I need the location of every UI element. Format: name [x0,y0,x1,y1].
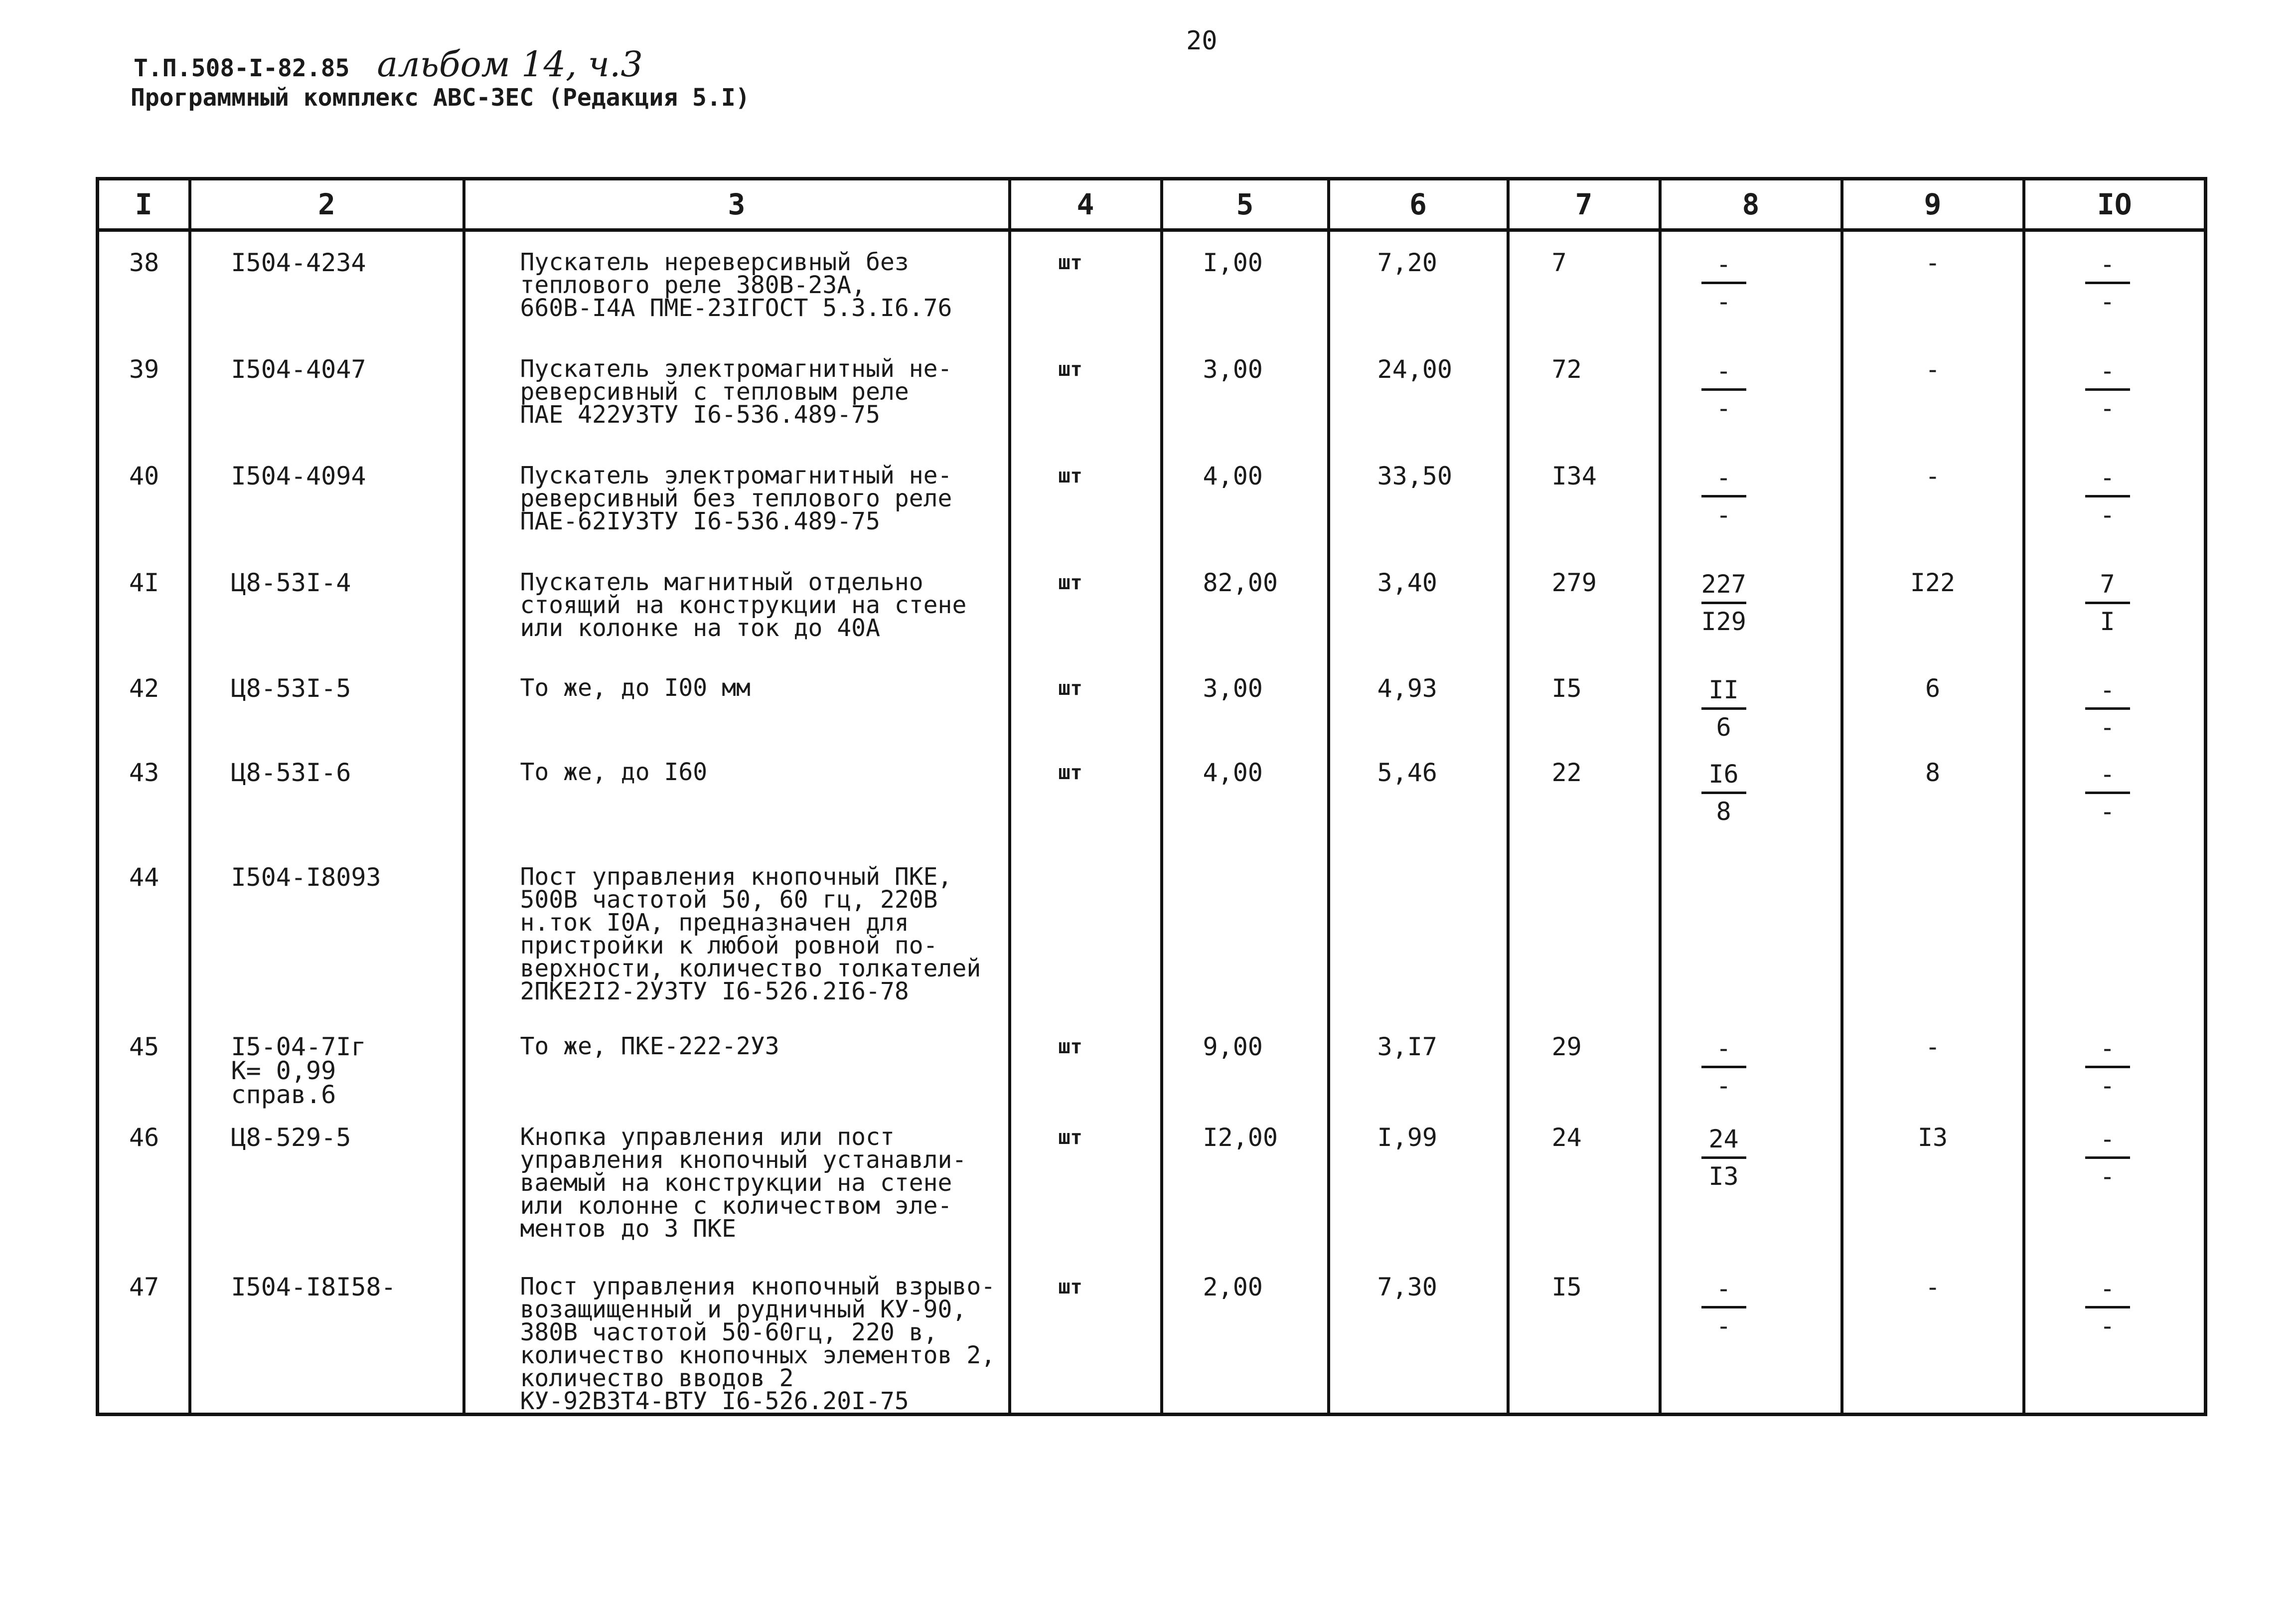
column-8-cell-fraction [1701,1035,1746,1099]
unit-cost-cell [1329,445,1508,552]
price-code-cell [190,742,464,846]
fraction-numerator: I6 [1701,761,1746,794]
column-8-cell-fraction [1701,761,1746,825]
row-number-cell [98,552,190,657]
column-10-cell [2024,742,2206,846]
column-9-cell-text: I3 [1917,1123,1948,1152]
unit-cell [1010,338,1162,445]
row-number-cell-text: 4I [129,568,159,597]
table-row [98,742,2206,846]
unit-cost-cell-text [1378,846,1507,865]
page-number: 20 [1186,26,1218,56]
column-8-cell-fraction [1701,464,1746,528]
row-number-cell [98,230,190,339]
unit-cell-text: шт [1058,761,1082,784]
quantity-cell [1162,552,1329,657]
column-10-cell [2024,1256,2206,1415]
column-header: 4 [1010,179,1162,230]
column-9-cell [1842,1256,2024,1415]
row-number-cell [98,657,190,742]
column-10-cell-fraction [2085,1126,2130,1190]
item-name-cell [464,657,1010,742]
fraction-numerator: 24 [1701,1126,1746,1159]
table-row [98,230,2206,339]
column-9-cell [1842,445,2024,552]
quantity-cell [1162,230,1329,339]
table-row [98,338,2206,445]
fraction-numerator: - [1701,1275,1746,1308]
table-row [98,1107,2206,1256]
unit-cell-text: шт [1058,358,1082,381]
column-10-cell-fraction [2085,251,2130,315]
column-10-cell [2024,1016,2206,1107]
fraction-denominator: I3 [1708,1162,1739,1191]
quantity-cell-text: I2,00 [1203,1123,1278,1152]
column-8-cell [1660,1016,1842,1107]
column-8-cell-fraction [1701,1126,1746,1190]
quantity-cell-text: 2,00 [1203,1273,1263,1301]
table-row [98,445,2206,552]
column-8-cell [1660,445,1842,552]
fraction-numerator: - [2085,1035,2130,1068]
item-name-cell-text: То же, до I60 [520,758,708,786]
fraction-denominator: - [2100,797,2115,826]
specification-table [96,177,2207,1416]
fraction-numerator: 227 [1701,571,1746,604]
column-10-cell-fraction [2085,1275,2130,1339]
unit-cost-cell-text: 7,20 [1377,248,1437,277]
fraction-numerator: - [2085,251,2130,284]
total-cost-cell-text [1552,846,1659,865]
fraction-numerator: - [1701,251,1746,284]
unit-cost-cell-text: 33,50 [1377,462,1453,490]
row-number-cell [98,1107,190,1256]
fraction-denominator: - [2100,500,2115,529]
fraction-denominator: 8 [1716,797,1731,826]
item-name-cell [464,742,1010,846]
column-10-cell [2024,846,2206,1016]
fraction-denominator: - [2100,394,2115,423]
unit-cost-cell [1329,552,1508,657]
total-cost-cell-text: 7 [1551,248,1567,277]
total-cost-cell [1508,742,1660,846]
unit-cell [1010,445,1162,552]
fraction-denominator: - [2100,713,2115,742]
row-number-cell [98,742,190,846]
price-code-cell-text: Ц8-53I-5 [231,674,351,703]
column-8-cell-fraction [1701,571,1746,635]
fraction-denominator: - [2100,1162,2115,1191]
item-name-cell-text: Пускатель нереверсивный без теплового реле 380В-23А, 660В-I4А ПМЕ-23IГОСТ 5.3.I6.76 [520,248,952,322]
quantity-cell [1162,1256,1329,1415]
table-header-row [98,179,2206,230]
quantity-cell [1162,657,1329,742]
item-name-cell-text: Кнопка управления или пост управления кнопочный устанавли- ваемый на конструкции на стене или колонне с количеством эле- ментов до 3 ПКЕ [520,1123,967,1243]
total-cost-cell-text: 72 [1551,355,1582,384]
column-10-cell-fraction [2085,1035,2130,1099]
quantity-cell [1162,742,1329,846]
total-cost-cell-text: I5 [1551,674,1582,703]
quantity-cell-text: I,00 [1203,248,1263,277]
fraction-numerator: - [2085,761,2130,794]
quantity-cell [1162,1016,1329,1107]
total-cost-cell [1508,552,1660,657]
fraction-numerator: - [1701,357,1746,391]
row-number-cell-text: 45 [129,1032,159,1061]
column-header: 2 [190,179,464,230]
item-name-cell [464,230,1010,339]
column-header: 7 [1508,179,1660,230]
handwritten-album-note: альбом 14, ч.3 [377,44,643,85]
unit-cell [1010,552,1162,657]
column-8-cell [1660,1107,1842,1256]
price-code-cell [190,1107,464,1256]
unit-cell [1010,1016,1162,1107]
fraction-numerator: - [2085,1275,2130,1308]
price-code-cell-text: I504-4047 [231,355,366,384]
column-10-cell-fraction [2085,464,2130,528]
unit-cell-text [1059,846,1160,865]
unit-cost-cell [1329,657,1508,742]
column-9-cell [1842,657,2024,742]
unit-cost-cell [1329,1107,1508,1256]
column-8-cell [1660,230,1842,339]
fraction-denominator: 6 [1716,713,1731,742]
fraction-denominator: I [2100,607,2115,636]
unit-cell-text: шт [1058,571,1082,594]
item-name-cell-text: То же, ПКЕ-222-2УЗ [520,1032,779,1060]
unit-cost-cell-text: 4,93 [1377,674,1437,703]
unit-cost-cell [1329,1256,1508,1415]
column-8-cell-fraction [1701,251,1746,315]
row-number-cell-text: 42 [129,674,159,703]
unit-cell-text: шт [1058,1276,1082,1298]
price-code-cell-text: I5-04-7Iг К= 0,99 справ.6 [231,1032,366,1109]
column-10-cell-fraction [2085,357,2130,422]
item-name-cell-text: Пост управления кнопочный ПКЕ, 500В частотой 50, 60 гц, 220В н.ток I0А, предназначен для пристройки к любой ровной по- верхности, количество толкателей 2ПКЕ2I2-2УЗТУ I6-526.2I6-78 [520,863,981,1005]
total-cost-cell [1508,657,1660,742]
column-8-cell [1660,338,1842,445]
fraction-numerator: - [1701,1035,1746,1068]
quantity-cell-text: 3,00 [1203,355,1263,384]
total-cost-cell-text: I34 [1551,462,1597,490]
unit-cell-text: шт [1058,1035,1082,1058]
unit-cost-cell [1329,230,1508,339]
fraction-denominator: I29 [1701,607,1746,636]
unit-cell [1010,657,1162,742]
fraction-numerator: - [2085,676,2130,710]
item-name-cell [464,552,1010,657]
unit-cost-cell-text: I,99 [1377,1123,1437,1152]
software-complex-title: Программный комплекс АВС-ЗЕС (Редакция 5.I) [131,84,750,112]
price-code-cell [190,338,464,445]
column-9-cell [1842,742,2024,846]
column-10-cell [2024,230,2206,339]
row-number-cell [98,445,190,552]
item-name-cell [464,846,1010,1016]
table-row [98,846,2206,1016]
price-code-cell [190,230,464,339]
column-8-cell [1660,657,1842,742]
column-10-cell-fraction [2085,761,2130,825]
column-10-cell [2024,338,2206,445]
unit-cell [1010,1107,1162,1256]
total-cost-cell [1508,1107,1660,1256]
column-10-cell [2024,445,2206,552]
column-8-cell [1660,552,1842,657]
total-cost-cell [1508,338,1660,445]
column-10-cell-fraction [2085,676,2130,741]
column-header: 9 [1842,179,2024,230]
fraction-denominator: - [1716,1071,1731,1100]
column-8-cell [1660,846,1842,1016]
price-code-cell [190,445,464,552]
item-name-cell-text: Пускатель магнитный отдельно стоящий на конструкции на стене или колонке на ток до 40А [520,568,967,642]
quantity-cell-text: 4,00 [1203,462,1263,490]
total-cost-cell [1508,230,1660,339]
column-header: 5 [1162,179,1329,230]
column-9-cell [1842,338,2024,445]
fraction-denominator: - [1716,500,1731,529]
table-row [98,1256,2206,1415]
unit-cost-cell-text: 7,30 [1377,1273,1437,1301]
column-8-cell-fraction [1701,676,1746,741]
quantity-cell [1162,1107,1329,1256]
column-9-cell-text: - [1925,355,1941,384]
fraction-numerator: - [2085,357,2130,391]
quantity-cell [1162,445,1329,552]
price-code-cell-text: I504-I8I58- [231,1273,396,1301]
total-cost-cell [1508,846,1660,1016]
item-name-cell-text: Пускатель электромагнитный не- реверсивный с тепловым реле ПАЕ 422УЗТУ I6-536.489-75 [520,355,952,429]
item-name-cell [464,445,1010,552]
document-designation [134,44,643,85]
fraction-denominator: - [2100,1311,2115,1340]
unit-cost-cell [1329,742,1508,846]
column-header: I [98,179,190,230]
column-9-cell [1842,846,2024,1016]
total-cost-cell-text: 24 [1551,1123,1582,1152]
row-number-cell-text: 47 [129,1273,159,1301]
fraction-numerator: 7 [2085,571,2130,604]
row-number-cell [98,846,190,1016]
total-cost-cell [1508,1256,1660,1415]
fraction-denominator: - [1716,394,1731,423]
price-code-cell [190,657,464,742]
column-9-cell-text: - [1925,462,1941,490]
price-code-cell-text: Ц8-53I-4 [231,568,351,597]
column-9-cell-text: - [1925,1273,1941,1301]
column-10-cell [2024,657,2206,742]
item-name-cell [464,1256,1010,1415]
column-9-cell-text: - [1925,248,1941,277]
column-9-cell [1842,1107,2024,1256]
fraction-numerator: - [2085,1126,2130,1159]
table-row [98,657,2206,742]
column-9-cell-text: 6 [1925,674,1941,703]
column-10-cell-fraction [2085,571,2130,635]
unit-cell [1010,230,1162,339]
unit-cost-cell-text: 24,00 [1377,355,1453,384]
item-name-cell-text: То же, до I00 мм [520,674,751,702]
unit-cell-text: шт [1058,465,1082,487]
price-code-cell-text: I504-I8093 [231,863,381,892]
unit-cost-cell [1329,1016,1508,1107]
column-10-cell [2024,552,2206,657]
column-9-cell [1842,230,2024,339]
item-name-cell-text: Пост управления кнопочный взрыво- возащищенный и рудничный КУ-90, 380В частотой 50-60гц, 220 в, количество кнопочных элементов 2, количество вводов 2 КУ-92ВЗТ4-ВТУ I6-526.20I-75 [520,1273,996,1415]
unit-cell [1010,846,1162,1016]
column-9-cell-text: I22 [1910,568,1956,597]
quantity-cell-text [1203,846,1327,865]
price-code-cell [190,1256,464,1415]
row-number-cell-text: 43 [129,758,159,787]
total-cost-cell-text: 29 [1551,1032,1582,1061]
unit-cell [1010,742,1162,846]
quantity-cell-text: 9,00 [1203,1032,1263,1061]
row-number-cell-text: 38 [129,248,159,277]
unit-cell [1010,1256,1162,1415]
column-header: 8 [1660,179,1842,230]
quantity-cell-text: 4,00 [1203,758,1263,787]
price-code-cell [190,552,464,657]
unit-cost-cell [1329,338,1508,445]
row-number-cell-text: 39 [129,355,159,384]
quantity-cell-text: 3,00 [1203,674,1263,703]
column-header: 3 [464,179,1010,230]
item-name-cell-text: Пускатель электромагнитный не- реверсивный без теплового реле ПАЕ-62IУЗТУ I6-536.489-75 [520,462,952,535]
price-code-cell [190,846,464,1016]
column-9-cell-text: - [1925,1032,1941,1061]
item-name-cell [464,338,1010,445]
unit-cost-cell-text: 5,46 [1377,758,1437,787]
fraction-denominator: - [1716,1311,1731,1340]
column-9-cell [1842,1016,2024,1107]
price-code-cell-text: I504-4094 [231,462,366,490]
unit-cost-cell-text: 3,40 [1377,568,1437,597]
unit-cost-cell-text: 3,I7 [1377,1032,1437,1061]
price-code-cell-text: Ц8-53I-6 [231,758,351,787]
quantity-cell [1162,338,1329,445]
row-number-cell-text: 40 [129,462,159,490]
row-number-cell [98,1256,190,1415]
column-9-cell [1842,552,2024,657]
column-header: IO [2024,179,2206,230]
column-8-cell [1660,1256,1842,1415]
unit-cell-text: шт [1058,677,1082,700]
total-cost-cell-text: I5 [1551,1273,1582,1301]
fraction-numerator: - [2085,464,2130,497]
fraction-denominator: - [2100,287,2115,316]
column-8-cell-fraction [1701,1275,1746,1339]
unit-cell-text: шт [1058,251,1082,274]
price-code-cell-text: Ц8-529-5 [231,1123,351,1152]
column-8-cell-fraction [1701,357,1746,422]
column-9-cell-text [1843,846,2022,865]
table-row [98,1016,2206,1107]
quantity-cell [1162,846,1329,1016]
column-header: 6 [1329,179,1508,230]
table-row [98,552,2206,657]
row-number-cell [98,338,190,445]
total-cost-cell [1508,445,1660,552]
unit-cell-text: шт [1058,1126,1082,1149]
column-8-cell [1660,742,1842,846]
fraction-denominator: - [1716,287,1731,316]
document-code: Т.П.508-I-82.85 [134,54,350,82]
item-name-cell [464,1016,1010,1107]
price-code-cell-text: I504-4234 [231,248,366,277]
fraction-denominator: - [2100,1071,2115,1100]
total-cost-cell-text: 279 [1551,568,1597,597]
unit-cost-cell [1329,846,1508,1016]
quantity-cell-text: 82,00 [1203,568,1278,597]
total-cost-cell-text: 22 [1551,758,1582,787]
fraction-numerator: - [1701,464,1746,497]
total-cost-cell [1508,1016,1660,1107]
row-number-cell-text: 44 [129,863,159,892]
fraction-numerator: II [1701,676,1746,710]
row-number-cell-text: 46 [129,1123,159,1152]
item-name-cell [464,1107,1010,1256]
row-number-cell [98,1016,190,1107]
price-code-cell [190,1016,464,1107]
column-9-cell-text: 8 [1925,758,1941,787]
column-10-cell [2024,1107,2206,1256]
